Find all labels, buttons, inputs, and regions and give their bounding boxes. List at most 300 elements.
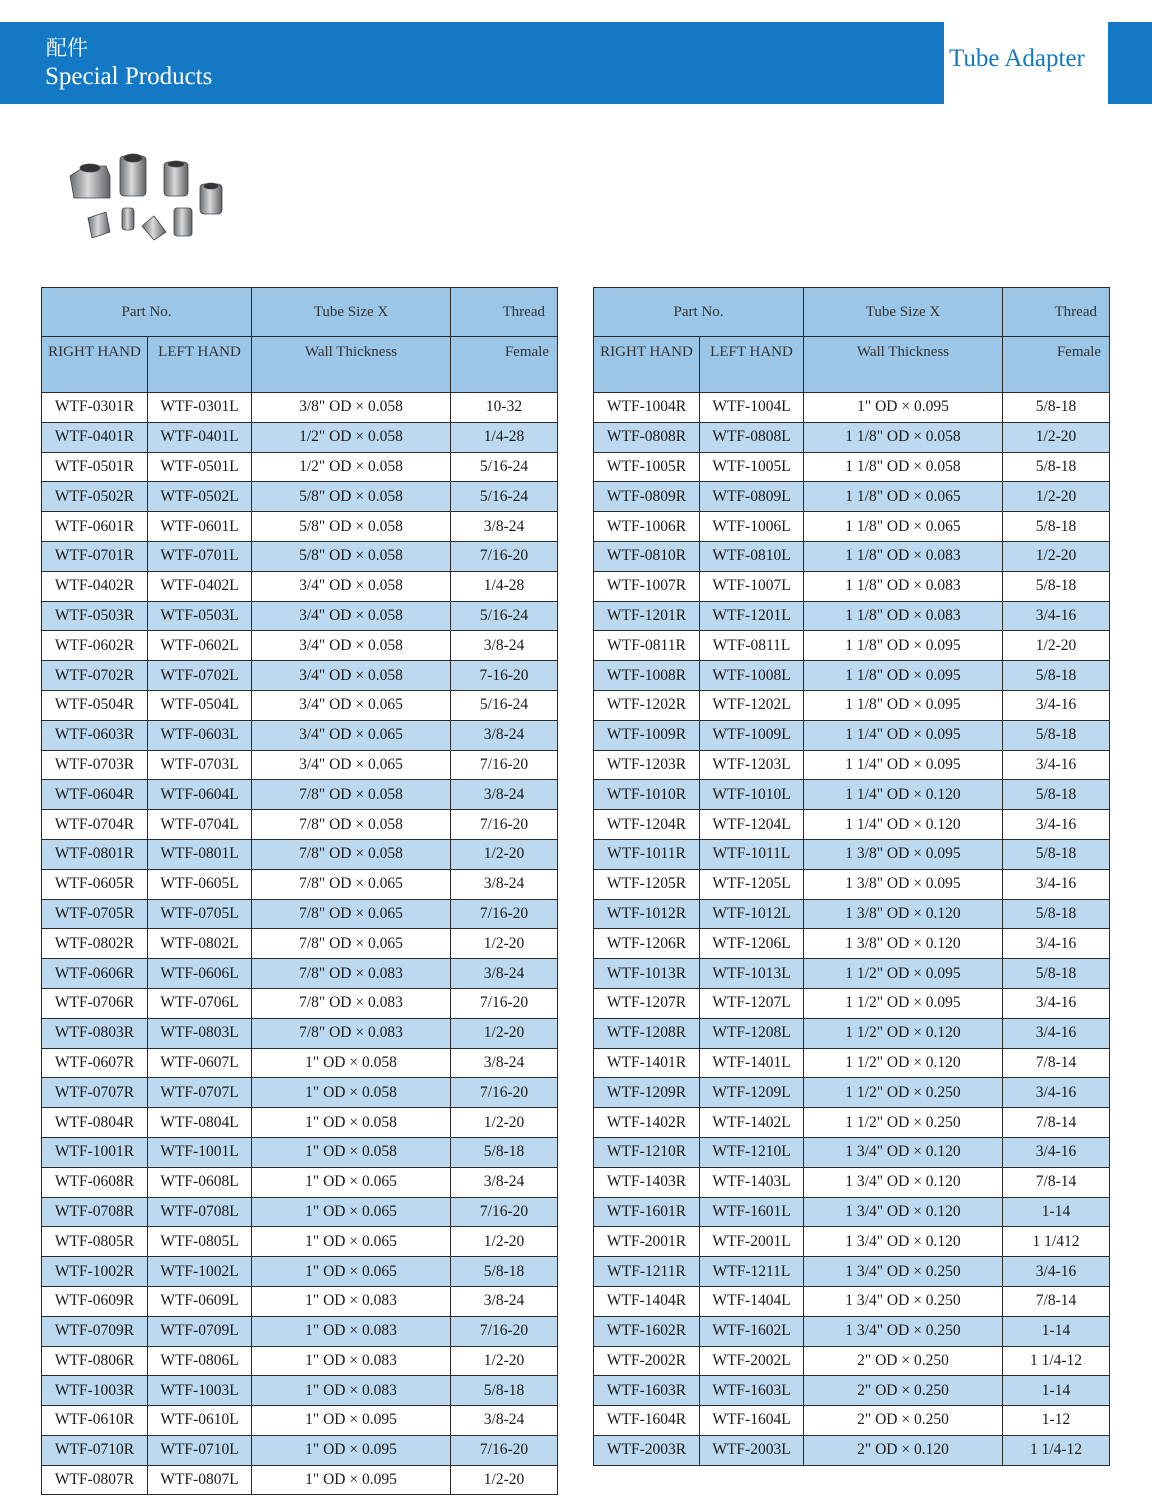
thread-cell: 5/8-18 <box>451 1137 558 1167</box>
left-hand-part-cell: WTF-0705L <box>148 899 252 929</box>
tube-size-cell: 1 1/4" OD × 0.095 <box>804 720 1003 750</box>
table-row <box>594 1197 1110 1227</box>
right-hand-part-cell: WTF-0704R <box>42 810 148 840</box>
table-row <box>594 780 1110 810</box>
right-hand-part-cell: WTF-1001R <box>42 1137 148 1167</box>
thread-cell: 3/8-24 <box>451 869 558 899</box>
thread-cell: 5/16-24 <box>451 601 558 631</box>
tube-size-cell: 1" OD × 0.083 <box>252 1286 451 1316</box>
left-hand-part-cell: WTF-0610L <box>148 1406 252 1436</box>
left-hand-part-cell: WTF-0605L <box>148 869 252 899</box>
table-row <box>594 959 1110 989</box>
left-hand-part-cell: WTF-1013L <box>700 959 804 989</box>
thread-cell: 7/8-14 <box>1003 1167 1110 1197</box>
thread-cell: 1-14 <box>1003 1197 1110 1227</box>
thread-cell: 7/16-20 <box>451 750 558 780</box>
header-wall-thickness: Wall Thickness <box>252 337 451 393</box>
table-row <box>594 1078 1110 1108</box>
tube-size-cell: 1" OD × 0.083 <box>252 1376 451 1406</box>
left-hand-part-cell: WTF-1604L <box>700 1406 804 1436</box>
tube-size-cell: 1 1/2" OD × 0.120 <box>804 1018 1003 1048</box>
thread-cell: 7/8-14 <box>1003 1286 1110 1316</box>
right-hand-part-cell: WTF-0804R <box>42 1108 148 1138</box>
thread-cell: 3/8-24 <box>451 1286 558 1316</box>
tube-size-cell: 1 1/8" OD × 0.095 <box>804 690 1003 720</box>
thread-cell: 3/4-16 <box>1003 929 1110 959</box>
right-hand-part-cell: WTF-0805R <box>42 1227 148 1257</box>
table-row <box>594 393 1110 423</box>
right-hand-part-cell: WTF-1002R <box>42 1257 148 1287</box>
table-row <box>594 1227 1110 1257</box>
right-hand-part-cell: WTF-1209R <box>594 1078 700 1108</box>
thread-cell: 5/8-18 <box>1003 661 1110 691</box>
thread-cell: 1/2-20 <box>1003 541 1110 571</box>
thread-cell: 3/4-16 <box>1003 690 1110 720</box>
thread-cell: 1-14 <box>1003 1316 1110 1346</box>
right-hand-part-cell: WTF-0709R <box>42 1316 148 1346</box>
thread-cell: 3/4-16 <box>1003 869 1110 899</box>
table-row <box>594 1346 1110 1376</box>
tube-size-cell: 1" OD × 0.058 <box>252 1048 451 1078</box>
right-hand-part-cell: WTF-2001R <box>594 1227 700 1257</box>
table-row <box>42 1257 558 1287</box>
table-row <box>42 839 558 869</box>
table-row <box>42 393 558 423</box>
thread-cell: 5/8-18 <box>1003 571 1110 601</box>
table-row <box>42 1018 558 1048</box>
table-row <box>42 631 558 661</box>
tube-size-cell: 1 1/4" OD × 0.095 <box>804 750 1003 780</box>
thread-cell: 1/2-20 <box>451 1108 558 1138</box>
tube-size-cell: 5/8" OD × 0.058 <box>252 541 451 571</box>
left-hand-part-cell: WTF-0801L <box>148 839 252 869</box>
left-hand-part-cell: WTF-1209L <box>700 1078 804 1108</box>
left-hand-part-cell: WTF-1203L <box>700 750 804 780</box>
table-row <box>42 571 558 601</box>
left-hand-part-cell: WTF-1601L <box>700 1197 804 1227</box>
table-row <box>42 1346 558 1376</box>
right-hand-part-cell: WTF-0803R <box>42 1018 148 1048</box>
table-row <box>594 839 1110 869</box>
spec-table-right <box>593 287 1110 1466</box>
left-hand-part-cell: WTF-0703L <box>148 750 252 780</box>
thread-cell: 5/8-18 <box>1003 512 1110 542</box>
tube-size-cell: 1 1/8" OD × 0.083 <box>804 571 1003 601</box>
thread-cell: 3/8-24 <box>451 780 558 810</box>
thread-cell: 5/8-18 <box>1003 959 1110 989</box>
left-hand-part-cell: WTF-1004L <box>700 393 804 423</box>
table-row <box>594 810 1110 840</box>
table-row <box>594 1286 1110 1316</box>
tube-size-cell: 1" OD × 0.095 <box>252 1465 451 1495</box>
product-badge <box>944 22 1108 104</box>
tube-size-cell: 1" OD × 0.058 <box>252 1108 451 1138</box>
thread-cell: 5/8-18 <box>451 1376 558 1406</box>
right-hand-part-cell: WTF-1604R <box>594 1406 700 1436</box>
table-row <box>594 512 1110 542</box>
right-hand-part-cell: WTF-0610R <box>42 1406 148 1436</box>
left-hand-part-cell: WTF-1010L <box>700 780 804 810</box>
header-accent-block <box>1108 22 1152 104</box>
thread-cell: 5/16-24 <box>451 482 558 512</box>
table-row <box>594 1108 1110 1138</box>
tube-size-cell: 2" OD × 0.250 <box>804 1406 1003 1436</box>
tube-size-cell: 1 1/8" OD × 0.058 <box>804 452 1003 482</box>
thread-cell: 1/2-20 <box>451 839 558 869</box>
table-row <box>594 541 1110 571</box>
left-hand-part-cell: WTF-0501L <box>148 452 252 482</box>
left-hand-part-cell: WTF-1207L <box>700 988 804 1018</box>
thread-cell: 5/16-24 <box>451 452 558 482</box>
table-row <box>42 869 558 899</box>
table-row <box>594 422 1110 452</box>
thread-cell: 3/8-24 <box>451 1406 558 1436</box>
product-photo <box>62 136 232 254</box>
table-row <box>42 1435 558 1465</box>
left-hand-part-cell: WTF-0602L <box>148 631 252 661</box>
right-hand-part-cell: WTF-0807R <box>42 1465 148 1495</box>
right-hand-part-cell: WTF-1201R <box>594 601 700 631</box>
table-row <box>42 541 558 571</box>
thread-cell: 7-16-20 <box>451 661 558 691</box>
product-title: Tube Adapter <box>949 45 1085 72</box>
header-left-hand: LEFT HAND <box>148 337 252 393</box>
tube-size-cell: 3/4" OD × 0.058 <box>252 631 451 661</box>
thread-cell: 1/2-20 <box>1003 422 1110 452</box>
left-hand-part-cell: WTF-0807L <box>148 1465 252 1495</box>
right-hand-part-cell: WTF-1011R <box>594 839 700 869</box>
table-row <box>42 1167 558 1197</box>
right-hand-part-cell: WTF-1007R <box>594 571 700 601</box>
header-thread: Thread <box>451 288 558 337</box>
table-row <box>594 1257 1110 1287</box>
tube-size-cell: 5/8" OD × 0.058 <box>252 512 451 542</box>
thread-cell: 1/2-20 <box>1003 631 1110 661</box>
thread-cell: 3/8-24 <box>451 720 558 750</box>
thread-cell: 3/4-16 <box>1003 1137 1110 1167</box>
left-hand-part-cell: WTF-1001L <box>148 1137 252 1167</box>
table-row <box>42 750 558 780</box>
left-hand-part-cell: WTF-0809L <box>700 482 804 512</box>
right-hand-part-cell: WTF-0606R <box>42 959 148 989</box>
table-row <box>42 780 558 810</box>
tube-size-cell: 1/2" OD × 0.058 <box>252 452 451 482</box>
right-hand-part-cell: WTF-1009R <box>594 720 700 750</box>
tube-size-cell: 1 1/2" OD × 0.095 <box>804 959 1003 989</box>
table-row <box>594 452 1110 482</box>
tube-size-cell: 7/8" OD × 0.058 <box>252 810 451 840</box>
left-hand-part-cell: WTF-2001L <box>700 1227 804 1257</box>
left-hand-part-cell: WTF-1401L <box>700 1048 804 1078</box>
thread-cell: 1-12 <box>1003 1406 1110 1436</box>
thread-cell: 7/16-20 <box>451 988 558 1018</box>
tube-size-cell: 1" OD × 0.095 <box>252 1406 451 1436</box>
right-hand-part-cell: WTF-0707R <box>42 1078 148 1108</box>
left-hand-part-cell: WTF-0603L <box>148 720 252 750</box>
table-row <box>594 899 1110 929</box>
tube-size-cell: 1" OD × 0.058 <box>252 1137 451 1167</box>
right-hand-part-cell: WTF-1603R <box>594 1376 700 1406</box>
thread-cell: 1/4-28 <box>451 571 558 601</box>
table-row <box>42 1316 558 1346</box>
left-hand-part-cell: WTF-1009L <box>700 720 804 750</box>
left-hand-part-cell: WTF-0804L <box>148 1108 252 1138</box>
thread-cell: 7/16-20 <box>451 541 558 571</box>
left-hand-part-cell: WTF-0808L <box>700 422 804 452</box>
left-hand-part-cell: WTF-1603L <box>700 1376 804 1406</box>
tube-size-cell: 1 1/8" OD × 0.095 <box>804 631 1003 661</box>
table-row <box>42 690 558 720</box>
tube-size-cell: 1/2" OD × 0.058 <box>252 422 451 452</box>
right-hand-part-cell: WTF-0609R <box>42 1286 148 1316</box>
table-row <box>594 1376 1110 1406</box>
thread-cell: 1 1/412 <box>1003 1227 1110 1257</box>
right-hand-part-cell: WTF-0504R <box>42 690 148 720</box>
left-hand-part-cell: WTF-0707L <box>148 1078 252 1108</box>
category-title-en: Special Products <box>45 63 213 90</box>
thread-cell: 7/8-14 <box>1003 1108 1110 1138</box>
table-row <box>594 601 1110 631</box>
tube-size-cell: 1" OD × 0.083 <box>252 1346 451 1376</box>
left-hand-part-cell: WTF-1002L <box>148 1257 252 1287</box>
thread-cell: 1/2-20 <box>451 929 558 959</box>
table-row <box>594 1137 1110 1167</box>
left-hand-part-cell: WTF-0708L <box>148 1197 252 1227</box>
thread-cell: 5/8-18 <box>1003 452 1110 482</box>
left-hand-part-cell: WTF-0609L <box>148 1286 252 1316</box>
thread-cell: 3/8-24 <box>451 1167 558 1197</box>
left-hand-part-cell: WTF-0803L <box>148 1018 252 1048</box>
tube-size-cell: 1 3/8" OD × 0.095 <box>804 839 1003 869</box>
tube-size-cell: 1" OD × 0.065 <box>252 1167 451 1197</box>
tube-size-cell: 1 1/8" OD × 0.083 <box>804 541 1003 571</box>
tube-size-cell: 7/8" OD × 0.065 <box>252 869 451 899</box>
table-row <box>594 1167 1110 1197</box>
thread-cell: 7/16-20 <box>451 1197 558 1227</box>
thread-cell: 1/2-20 <box>451 1018 558 1048</box>
left-hand-part-cell: WTF-0702L <box>148 661 252 691</box>
table-row <box>42 1048 558 1078</box>
table-row <box>42 899 558 929</box>
left-hand-part-cell: WTF-0502L <box>148 482 252 512</box>
header-right-hand: RIGHT HAND <box>42 337 148 393</box>
table-row <box>42 601 558 631</box>
right-hand-part-cell: WTF-0811R <box>594 631 700 661</box>
category-title-cn: 配件 <box>46 36 88 60</box>
tube-size-cell: 2" OD × 0.120 <box>804 1435 1003 1465</box>
tube-size-cell: 1 1/2" OD × 0.120 <box>804 1048 1003 1078</box>
thread-cell: 7/16-20 <box>451 899 558 929</box>
table-row <box>42 661 558 691</box>
right-hand-part-cell: WTF-0705R <box>42 899 148 929</box>
table-row <box>594 720 1110 750</box>
tube-size-cell: 5/8" OD × 0.058 <box>252 482 451 512</box>
table-row <box>42 452 558 482</box>
left-hand-part-cell: WTF-1403L <box>700 1167 804 1197</box>
right-hand-part-cell: WTF-0605R <box>42 869 148 899</box>
right-hand-part-cell: WTF-1012R <box>594 899 700 929</box>
left-hand-part-cell: WTF-0806L <box>148 1346 252 1376</box>
left-hand-part-cell: WTF-1011L <box>700 839 804 869</box>
table-row <box>42 422 558 452</box>
thread-cell: 3/8-24 <box>451 959 558 989</box>
left-hand-part-cell: WTF-0709L <box>148 1316 252 1346</box>
tube-size-cell: 3/4" OD × 0.065 <box>252 750 451 780</box>
tube-size-cell: 1 3/4" OD × 0.120 <box>804 1197 1003 1227</box>
tube-size-cell: 1" OD × 0.065 <box>252 1197 451 1227</box>
tube-size-cell: 1 3/4" OD × 0.120 <box>804 1167 1003 1197</box>
left-hand-part-cell: WTF-1205L <box>700 869 804 899</box>
right-hand-part-cell: WTF-1004R <box>594 393 700 423</box>
tube-size-cell: 7/8" OD × 0.065 <box>252 929 451 959</box>
left-hand-part-cell: WTF-1402L <box>700 1108 804 1138</box>
thread-cell: 7/16-20 <box>451 810 558 840</box>
right-hand-part-cell: WTF-0703R <box>42 750 148 780</box>
right-hand-part-cell: WTF-1202R <box>594 690 700 720</box>
right-hand-part-cell: WTF-0503R <box>42 601 148 631</box>
thread-cell: 5/8-18 <box>1003 899 1110 929</box>
thread-cell: 7/8-14 <box>1003 1048 1110 1078</box>
table-row <box>594 631 1110 661</box>
table-row <box>42 1286 558 1316</box>
left-hand-part-cell: WTF-0811L <box>700 631 804 661</box>
tube-size-cell: 3/4" OD × 0.065 <box>252 690 451 720</box>
right-hand-part-cell: WTF-0708R <box>42 1197 148 1227</box>
thread-cell: 1 1/4-12 <box>1003 1435 1110 1465</box>
tube-size-cell: 1 3/8" OD × 0.095 <box>804 869 1003 899</box>
right-hand-part-cell: WTF-0802R <box>42 929 148 959</box>
right-hand-part-cell: WTF-1403R <box>594 1167 700 1197</box>
right-hand-part-cell: WTF-0601R <box>42 512 148 542</box>
right-hand-part-cell: WTF-0401R <box>42 422 148 452</box>
table-row <box>594 929 1110 959</box>
right-hand-part-cell: WTF-1205R <box>594 869 700 899</box>
tube-size-cell: 2" OD × 0.250 <box>804 1346 1003 1376</box>
table-row <box>42 1376 558 1406</box>
left-hand-part-cell: WTF-0810L <box>700 541 804 571</box>
right-hand-part-cell: WTF-1602R <box>594 1316 700 1346</box>
left-hand-part-cell: WTF-1206L <box>700 929 804 959</box>
right-hand-part-cell: WTF-1005R <box>594 452 700 482</box>
tube-size-cell: 1 3/4" OD × 0.120 <box>804 1227 1003 1257</box>
right-hand-part-cell: WTF-0301R <box>42 393 148 423</box>
left-hand-part-cell: WTF-0701L <box>148 541 252 571</box>
thread-cell: 5/8-18 <box>1003 839 1110 869</box>
right-hand-part-cell: WTF-0806R <box>42 1346 148 1376</box>
thread-cell: 3/8-24 <box>451 631 558 661</box>
right-hand-part-cell: WTF-0808R <box>594 422 700 452</box>
right-hand-part-cell: WTF-1208R <box>594 1018 700 1048</box>
table-row <box>594 750 1110 780</box>
left-hand-part-cell: WTF-1211L <box>700 1257 804 1287</box>
tube-size-cell: 7/8" OD × 0.083 <box>252 1018 451 1048</box>
tube-size-cell: 1 3/8" OD × 0.120 <box>804 899 1003 929</box>
left-hand-part-cell: WTF-1007L <box>700 571 804 601</box>
right-hand-part-cell: WTF-1210R <box>594 1137 700 1167</box>
tube-size-cell: 1 1/8" OD × 0.065 <box>804 512 1003 542</box>
left-hand-part-cell: WTF-0706L <box>148 988 252 1018</box>
thread-cell: 1 1/4-12 <box>1003 1346 1110 1376</box>
right-hand-part-cell: WTF-0810R <box>594 541 700 571</box>
right-hand-part-cell: WTF-0607R <box>42 1048 148 1078</box>
right-hand-part-cell: WTF-1006R <box>594 512 700 542</box>
left-hand-part-cell: WTF-0503L <box>148 601 252 631</box>
tube-size-cell: 1 1/8" OD × 0.083 <box>804 601 1003 631</box>
tube-size-cell: 1 1/4" OD × 0.120 <box>804 810 1003 840</box>
thread-cell: 3/8-24 <box>451 512 558 542</box>
left-hand-part-cell: WTF-0802L <box>148 929 252 959</box>
tube-size-cell: 7/8" OD × 0.065 <box>252 899 451 929</box>
right-hand-part-cell: WTF-0801R <box>42 839 148 869</box>
thread-cell: 7/16-20 <box>451 1316 558 1346</box>
table-row <box>42 929 558 959</box>
thread-cell: 5/8-18 <box>1003 393 1110 423</box>
left-hand-part-cell: WTF-0607L <box>148 1048 252 1078</box>
tube-size-cell: 3/4" OD × 0.058 <box>252 601 451 631</box>
thread-cell: 1/2-20 <box>1003 482 1110 512</box>
thread-cell: 3/4-16 <box>1003 1257 1110 1287</box>
left-hand-part-cell: WTF-0710L <box>148 1435 252 1465</box>
tube-size-cell: 1 1/8" OD × 0.095 <box>804 661 1003 691</box>
left-hand-part-cell: WTF-0604L <box>148 780 252 810</box>
header-female: Female <box>1003 337 1110 393</box>
table-row <box>42 720 558 750</box>
header-part-no: Part No. <box>594 288 804 337</box>
thread-cell: 3/4-16 <box>1003 601 1110 631</box>
header-banner <box>0 22 944 104</box>
right-hand-part-cell: WTF-1404R <box>594 1286 700 1316</box>
left-hand-part-cell: WTF-1201L <box>700 601 804 631</box>
right-hand-part-cell: WTF-1013R <box>594 959 700 989</box>
left-hand-part-cell: WTF-1003L <box>148 1376 252 1406</box>
thread-cell: 5/8-18 <box>1003 720 1110 750</box>
tube-size-cell: 1" OD × 0.065 <box>252 1257 451 1287</box>
left-hand-part-cell: WTF-0805L <box>148 1227 252 1257</box>
table-row <box>42 988 558 1018</box>
table-row <box>42 512 558 542</box>
right-hand-part-cell: WTF-0701R <box>42 541 148 571</box>
right-hand-part-cell: WTF-1003R <box>42 1376 148 1406</box>
right-hand-part-cell: WTF-1010R <box>594 780 700 810</box>
thread-cell: 3/8-24 <box>451 1048 558 1078</box>
right-hand-part-cell: WTF-1203R <box>594 750 700 780</box>
left-hand-part-cell: WTF-1012L <box>700 899 804 929</box>
right-hand-part-cell: WTF-1402R <box>594 1108 700 1138</box>
table-row <box>594 690 1110 720</box>
tube-size-cell: 3/8" OD × 0.058 <box>252 393 451 423</box>
tube-size-cell: 1" OD × 0.083 <box>252 1316 451 1346</box>
thread-cell: 1-14 <box>1003 1376 1110 1406</box>
left-hand-part-cell: WTF-1204L <box>700 810 804 840</box>
tube-size-cell: 1 3/4" OD × 0.120 <box>804 1137 1003 1167</box>
thread-cell: 10-32 <box>451 393 558 423</box>
right-hand-part-cell: WTF-2002R <box>594 1346 700 1376</box>
left-hand-part-cell: WTF-0606L <box>148 959 252 989</box>
right-hand-part-cell: WTF-0501R <box>42 452 148 482</box>
right-hand-part-cell: WTF-0604R <box>42 780 148 810</box>
tube-size-cell: 7/8" OD × 0.058 <box>252 780 451 810</box>
right-hand-part-cell: WTF-1204R <box>594 810 700 840</box>
thread-cell: 3/4-16 <box>1003 1018 1110 1048</box>
tube-size-cell: 2" OD × 0.250 <box>804 1376 1003 1406</box>
table-row <box>42 1406 558 1436</box>
right-hand-part-cell: WTF-2003R <box>594 1435 700 1465</box>
tube-size-cell: 7/8" OD × 0.058 <box>252 839 451 869</box>
thread-cell: 1/2-20 <box>451 1227 558 1257</box>
table-row <box>594 661 1110 691</box>
thread-cell: 3/4-16 <box>1003 1078 1110 1108</box>
right-hand-part-cell: WTF-1601R <box>594 1197 700 1227</box>
